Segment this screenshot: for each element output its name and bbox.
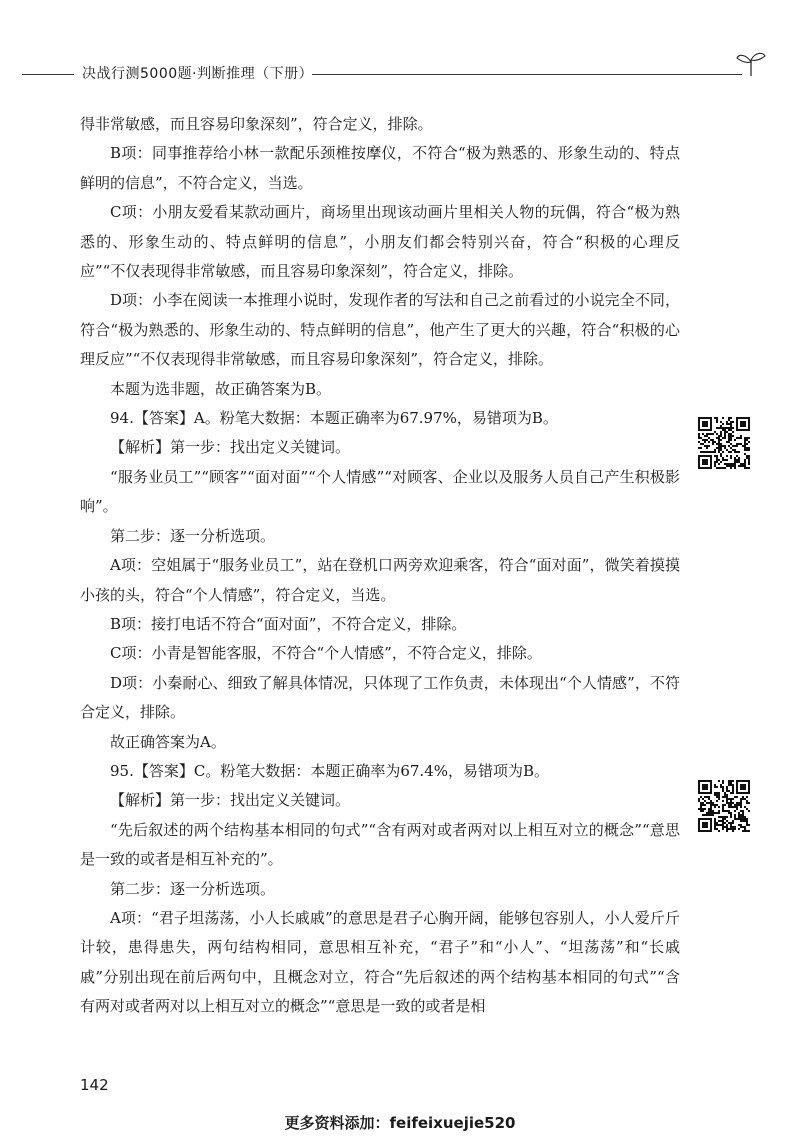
paragraph: 第二步：逐一分析选项。 [110,879,276,898]
body-text [80,110,680,1022]
paragraph: 94.【答案】A。粉笔大数据：本题正确率为67.97%，易错项为B。 [110,409,558,428]
paragraph: C项：小青是智能客服，不符合“个人情感”，不符合定义，排除。 [110,644,542,663]
page-number: 142 [80,1076,109,1094]
paragraph: 【解析】第一步：找出定义关键词。 [110,438,351,457]
paragraph: 本题为选非题，故正确答案为B。 [110,379,332,398]
paragraph: 故正确答案为A。 [110,732,226,751]
paragraph: 【解析】第一步：找出定义关键词。 [110,791,351,810]
sprout-icon [734,50,768,78]
paragraph: 第二步：逐一分析选项。 [110,526,276,545]
paragraph: 得非常敏感，而且容易印象深刻”，符合定义，排除。 [80,115,433,133]
paragraph: D项：小秦耐心、细致了解具体情况，只体现了工作负责，未体现出“个人情感”，不符合定义，排除。 [80,673,680,722]
paragraph: A项：空姐属于“服务业员工”，站在登机口两旁欢迎乘客，符合“面对面”，微笑着摸摸小孩的头，符合“个人情感”，符合定义，当选。 [80,556,680,604]
paragraph: D项：小李在阅读一本推理小说时，发现作者的写法和自己之前看过的小说完全不同，符合“极为熟悉的、形象生动的、特点鲜明的信息”，他产生了更大的兴趣，符合“积极的心理反应”“不仅表现得非常敏感，而且容易印象深刻”，符合定义，排除。 [80,291,680,369]
qr-code-94[interactable] [698,417,750,469]
qr-code-95[interactable] [698,780,750,832]
footer-note: 更多资料添加：feifeixuejie520 [284,1114,516,1132]
header-rule-right [312,74,742,75]
paragraph: C项：小朋友爱看某款动画片，商场里出现该动画片里相关人物的玩偶，符合“极为熟悉的、形象生动的、特点鲜明的信息”，小朋友们都会特别兴奋，符合“积极的心理反应”“不仅表现得非常敏感，而且容易印象深刻”，符合定义，排除。 [80,203,680,281]
header-rule-left [22,74,74,75]
header-title: 决战行测5000题·判断推理（下册） [82,66,314,82]
running-header [22,58,752,88]
paragraph: A项：“君子坦荡荡，小人长戚戚”的意思是君子心胸开阔，能够包容别人，小人爱斤斤计较，患得患失，两句结构相同，意思相互补充，“君子”和“小人”、“坦荡荡”和“长戚戚”分别出现在前后两句中，且概念对立，符合“先后叙述的两个结构基本相同的句式”“含有两对或者两对以上相互对立的概念”“意思是一致的或者是相 [80,908,680,1016]
paragraph: B项：接打电话不符合“面对面”，不符合定义，排除。 [110,614,467,633]
paragraph: “服务业员工”“顾客”“面对面”“个人情感”“对顾客、企业以及服务人员自己产生积极影响”。 [80,467,680,516]
paragraph: 95.【答案】C。粉笔大数据：本题正确率为67.4%，易错项为B。 [110,761,550,780]
paragraph: “先后叙述的两个结构基本相同的句式”“含有两对或者两对以上相互对立的概念”“意思是一致的或者是相互补充的”。 [80,820,680,869]
paragraph: B项：同事推荐给小林一款配乐颈椎按摩仪，不符合“极为熟悉的、形象生动的、特点鲜明的信息”，不符合定义，当选。 [80,144,680,192]
